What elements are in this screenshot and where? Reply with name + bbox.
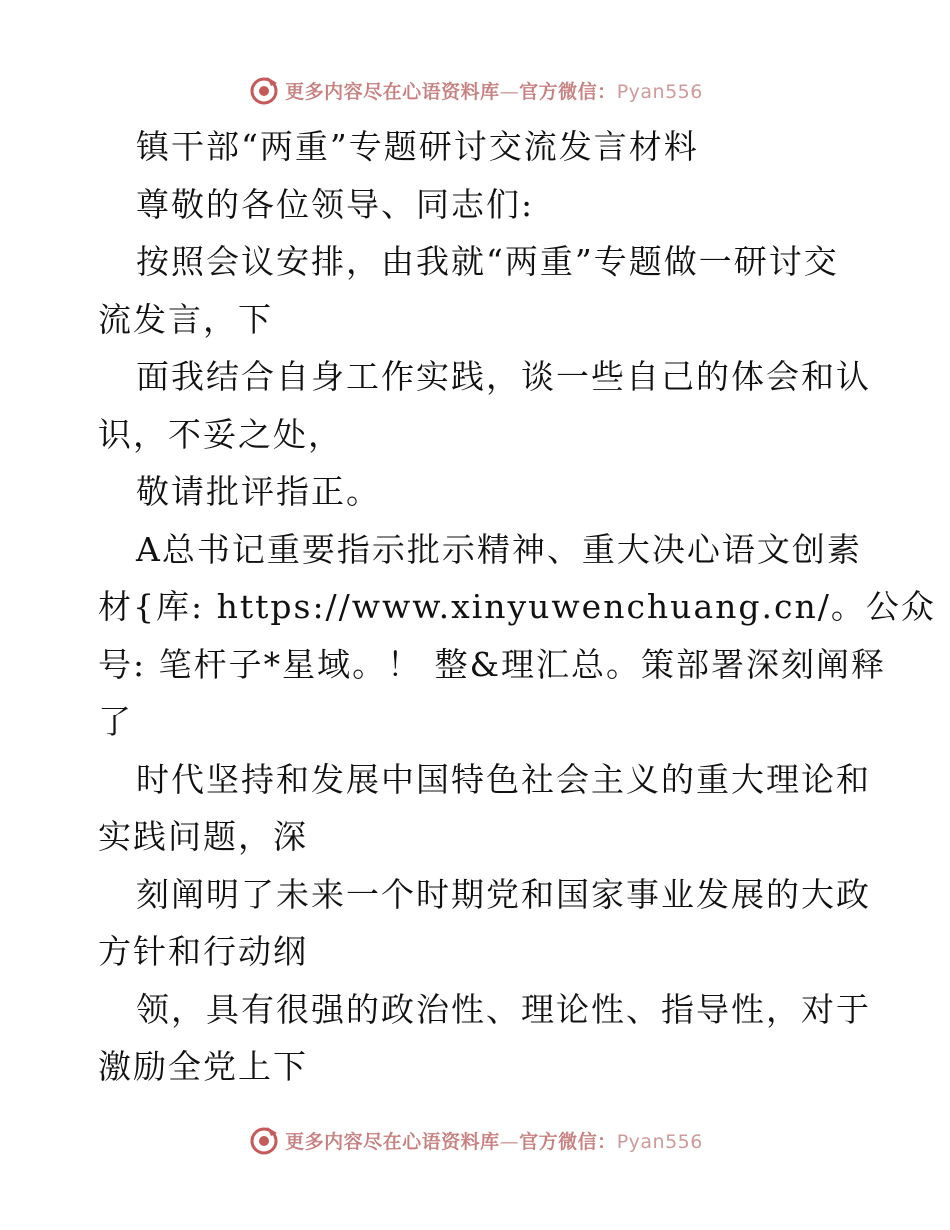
watermark-main: 更多内容尽在心语资料库	[285, 80, 500, 103]
paragraph-line: A总书记重要指示批示精神、重大决心语文创素	[136, 529, 862, 569]
brand-logo-icon	[247, 1123, 281, 1157]
paragraph-line: 镇干部“两重”专题研讨交流发言材料	[136, 127, 699, 166]
paragraph-line: 激励全党上下	[98, 1047, 308, 1086]
paragraph-line: 号: 笔杆子*星域。！ 整&理汇总。策部署深刻阐释	[98, 644, 886, 684]
paragraph-line: 材{库: https://www.xinyuwenchuang.cn/。公众	[98, 587, 936, 626]
watermark-official: 官方微信：	[519, 1130, 617, 1153]
watermark-account: Pyan556	[616, 80, 703, 103]
watermark-banner-bottom	[0, 1120, 950, 1160]
paragraph-line: 按照会议安排，由我就“两重”专题做一研讨交	[136, 242, 839, 281]
paragraph-line: 流发言，下	[98, 299, 273, 339]
paragraph-line: 时代坚持和发展中国特色社会主义的重大理论和	[136, 759, 871, 799]
brand-logo-icon	[247, 73, 281, 107]
watermark-sep: —	[499, 80, 520, 103]
watermark-sep: —	[499, 1130, 520, 1153]
paragraph-line: 识，不妥之处，	[98, 414, 343, 454]
watermark-banner-top	[0, 70, 950, 110]
paragraph-line: 实践问题，深	[98, 817, 308, 856]
paragraph-line: 了	[98, 702, 133, 741]
document-body	[98, 118, 936, 1096]
watermark-main: 更多内容尽在心语资料库	[285, 1130, 500, 1153]
paragraph-line: 敬请批评指正。	[136, 472, 381, 511]
paragraph-line: 刻阐明了未来一个时期党和国家事业发展的大政	[136, 874, 871, 914]
paragraph-line: 领，具有很强的政治性、理论性、指导性，对于	[136, 989, 871, 1029]
paragraph-line: 面我结合自身工作实践，谈一些自己的体会和认	[136, 357, 871, 396]
watermark-account: Pyan556	[616, 1130, 703, 1153]
paragraph-line: 方针和行动纲	[98, 932, 308, 971]
watermark-official: 官方微信：	[519, 80, 617, 103]
paragraph-line: 尊敬的各位领导、同志们:	[136, 184, 535, 224]
